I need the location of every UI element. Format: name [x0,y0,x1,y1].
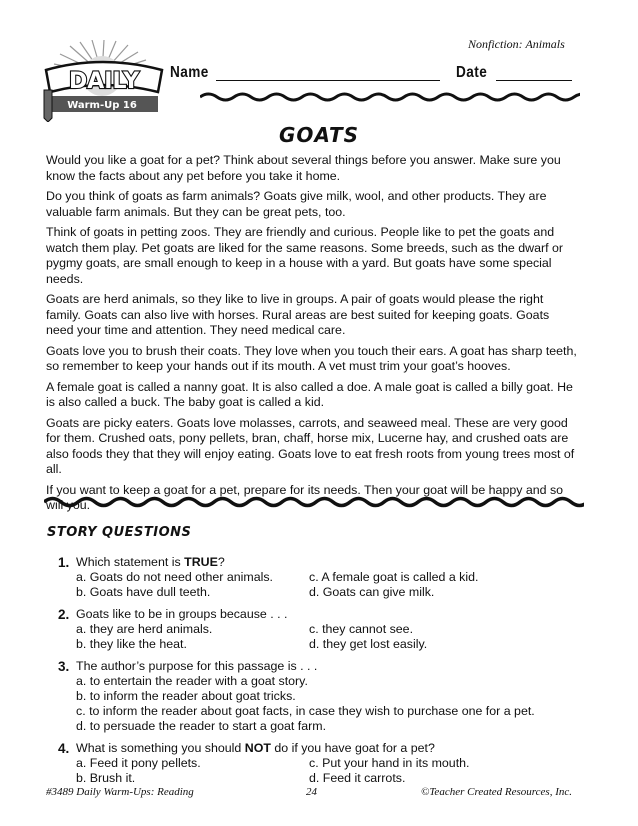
passage-paragraph: If you want to keep a goat for a pet, prepare for its needs. Then your goat will be happy and so will you. [46,482,564,512]
story-questions [58,555,588,793]
option-c[interactable]: c. to inform the reader about goat facts, in case they wish to purchase one for a pet. [76,704,535,718]
passage-paragraph: A female goat is called a nanny goat. It is also called a doe. A male goat is called a billy goat. He is also called a buck. The baby goat is called a kid. [46,379,573,409]
option-b[interactable]: b. to inform the reader about goat tricks. [76,689,296,703]
question-3 [58,659,588,734]
passage-paragraph: Goats are herd animals, so they like to live in groups. A pair of goats would please the right family. Goats can also live with horses. Rural areas are best suited for keeping goats. Goats need your time and attention. They need medical care. [46,292,550,337]
question-1 [58,555,588,600]
option-a[interactable]: a. to entertain the reader with a goat story. [76,674,308,688]
question-text-end: do if you have goat for a pet? [270,741,435,755]
question-4 [58,741,588,786]
question-text: What is something you should [76,741,245,755]
option-c[interactable]: c. Put your hand in its mouth. [309,756,470,770]
passage-paragraph: Do you think of goats as farm animals? Goats give milk, wool, and other products. They are valuable farm animals. But they can be great pets, too. [46,189,547,219]
passage-paragraph: Goats love you to brush their coats. They love when you touch their ears. A goat has sharp teeth, so remember to keep your hands out if its mouth. A vet must trim your goat’s hooves. [46,343,577,373]
header-wave-divider [200,88,580,106]
option-b[interactable]: b. they like the heat. [76,637,187,651]
name-label: Name [170,64,209,81]
date-label: Date [456,64,488,81]
genre-label: Nonfiction: Animals [468,37,565,51]
option-d[interactable]: d. they get lost easily. [309,637,428,651]
question-text: Which statement is [76,555,185,569]
question-number: 1. [58,555,70,570]
footer-page-number: 24 [306,786,317,798]
option-b[interactable]: b. Brush it. [76,771,136,785]
question-emphasis: NOT [244,741,271,755]
date-field[interactable] [496,80,572,81]
story-questions-heading: STORY QUESTIONS [47,525,192,540]
page-title: GOATS [278,123,360,147]
question-number: 2. [58,607,70,622]
option-d[interactable]: d. Goats can give milk. [309,585,435,599]
option-a[interactable]: a. Feed it pony pellets. [76,756,201,770]
passage-paragraph: Would you like a goat for a pet? Think about several things before you answer. Make sure you know the facts about any pet before you take it home. [46,153,561,183]
option-a[interactable]: a. they are herd animals. [76,622,213,636]
passage-wave-divider [44,492,584,512]
footer-book-title: #3489 Daily Warm-Ups: Reading [46,786,194,798]
passage-paragraph: Think of goats in petting zoos. They are friendly and curious. People like to pet the goats and watch them play. Pet goats are liked for the same reasons. Some breeds, such as the dwarf or pygmy goats, are small enough to keep in a house with a yard. But goats have some special needs. [46,225,563,286]
question-number: 4. [58,741,70,756]
option-b[interactable]: b. Goats have dull teeth. [76,585,211,599]
option-d[interactable]: d. Feed it carrots. [309,771,406,785]
question-text: Goats like to be in groups because . . . [76,607,288,621]
passage-paragraph: Goats are picky eaters. Goats love molasses, carrots, and seaweed meal. These are very good for them. Crushed oats, pony pellets, bran, chaff, horse mix, Lucerne hay, and crushed oats are also foods they that they will enjoy eating. Goats love to eat fresh roots from young trees most of all. [46,415,575,476]
logo-subtitle: Warm-Up 16 [67,100,137,111]
logo-word: DAILY [69,69,139,94]
footer-copyright: ©Teacher Created Resources, Inc. [420,786,572,798]
name-field[interactable] [216,80,440,81]
question-2 [58,607,588,652]
option-c[interactable]: c. they cannot see. [309,622,414,636]
question-number: 3. [58,659,70,674]
option-a[interactable]: a. Goats do not need other animals. [76,570,273,584]
reading-passage [46,153,578,519]
question-text-end: ? [217,555,225,569]
daily-warmup-logo [40,40,170,122]
question-emphasis: TRUE [184,555,218,569]
question-text: The author’s purpose for this passage is . . . [76,659,318,673]
option-d[interactable]: d. to persuade the reader to start a goat farm. [76,719,327,733]
option-c[interactable]: c. A female goat is called a kid. [309,570,479,584]
